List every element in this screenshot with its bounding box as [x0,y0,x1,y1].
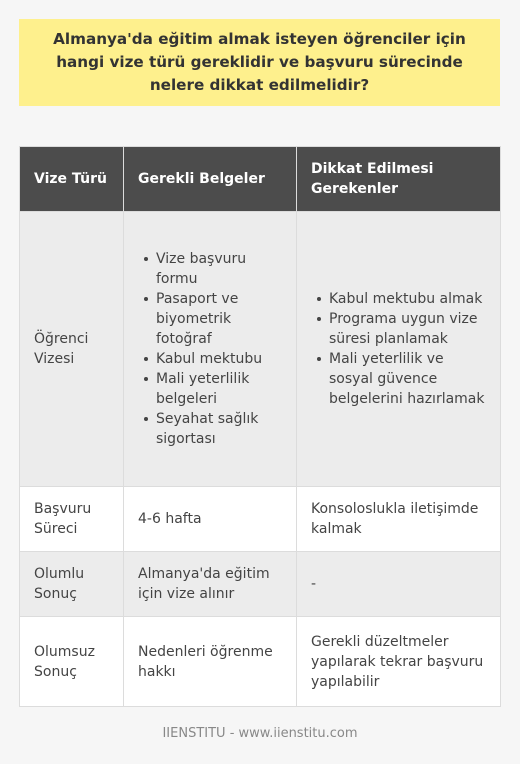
header-required-documents: Gerekli Belgeler [124,147,297,212]
cell-notes: - [297,552,501,617]
list-item: Vize başvuru formu [138,249,282,289]
cell-documents: Almanya'da eğitim için vize alınır [124,552,297,617]
cell-notes: Gerekli düzeltmeler yapılarak tekrar başvuru yapılabilir [297,617,501,707]
cell-documents: Nedenleri öğrenme hakkı [124,617,297,707]
cell-type: Olumsuz Sonuç [20,617,124,707]
header-considerations: Dikkat Edilmesi Gerekenler [297,147,501,212]
cell-documents: 4-6 hafta [124,487,297,552]
table-row [20,552,501,617]
documents-list [138,249,282,449]
list-item: Programa uygun vize süresi planlamak [311,309,486,349]
table-row [20,212,501,487]
list-item: Kabul mektubu almak [311,289,486,309]
cell-type: Öğrenci Vizesi [20,212,124,487]
title-banner [19,19,500,106]
list-item: Kabul mektubu [138,349,282,369]
page-title: Almanya'da eğitim almak isteyen öğrenciler için hangi vize türü gereklidir ve başvuru sürecinde nelere dikkat edilmelidir? [53,30,466,94]
list-item: Mali yeterlilik belgeleri [138,369,282,409]
cell-documents [124,212,297,487]
cell-type: Başvuru Süreci [20,487,124,552]
cell-type: Olumlu Sonuç [20,552,124,617]
list-item: Mali yeterlilik ve sosyal güvence belgelerini hazırlamak [311,349,486,409]
header-visa-type: Vize Türü [20,147,124,212]
notes-list [311,289,486,409]
table-row [20,487,501,552]
list-item: Pasaport ve biyometrik fotoğraf [138,289,282,349]
table-row [20,617,501,707]
footer-credit: IIENSTITU - www.iienstitu.com [162,726,358,741]
visa-table [19,146,501,707]
list-item: Seyahat sağlık sigortası [138,409,282,449]
cell-notes: Konsoloslukla iletişimde kalmak [297,487,501,552]
cell-notes [297,212,501,487]
table-header-row [20,147,501,212]
